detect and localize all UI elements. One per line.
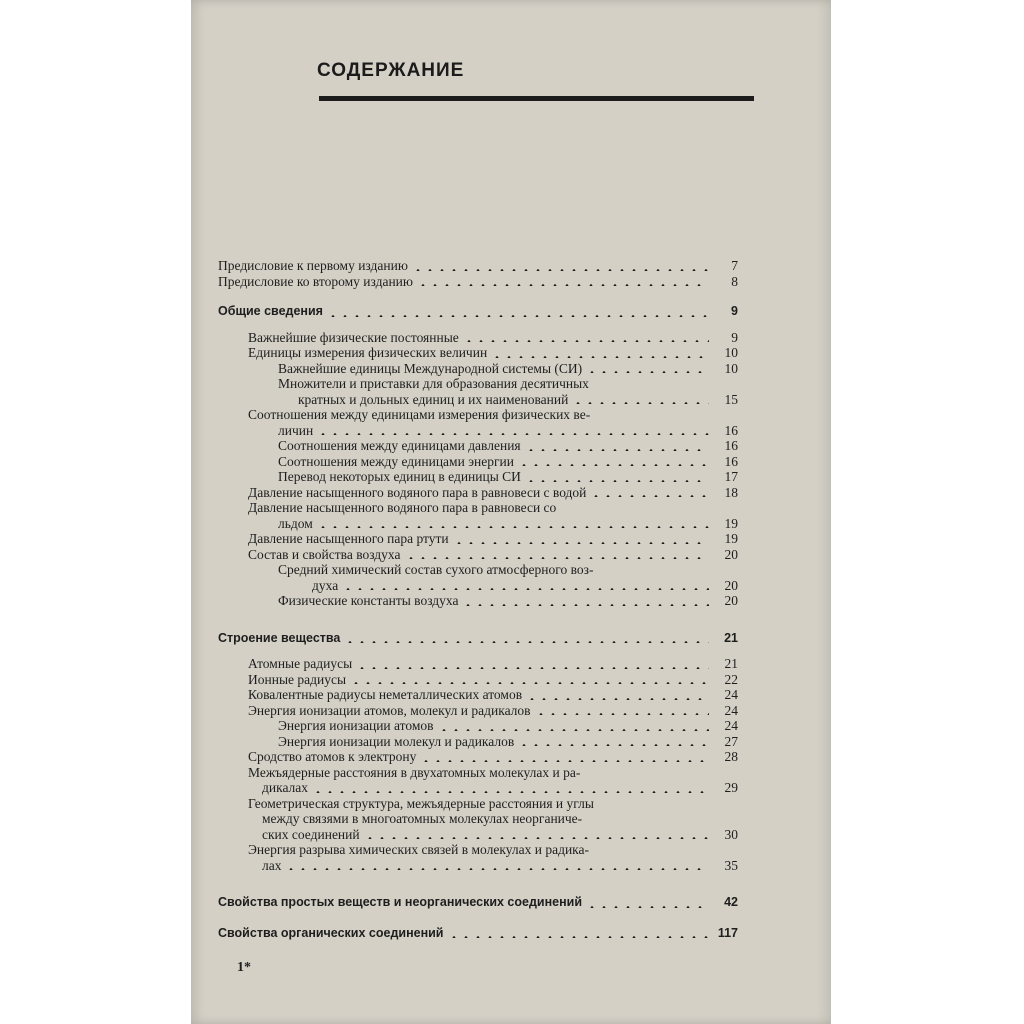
toc-entry-title: Важнейшие физические постоянные [248, 329, 459, 345]
leader-dots [327, 315, 709, 317]
toc-entry [248, 407, 738, 423]
toc-entry [248, 765, 738, 781]
toc-entry-page: 35 [724, 857, 738, 873]
toc-entry-title: дикалах [262, 780, 309, 795]
toc-entry [248, 842, 738, 858]
leader-dots [462, 604, 709, 606]
toc-entry-page: 8 [731, 273, 738, 289]
toc-entry [248, 547, 738, 563]
toc-entry [278, 734, 738, 750]
toc-entry-page: 27 [724, 733, 738, 749]
page-title: СОДЕРЖАНИЕ [317, 60, 465, 81]
toc-entry-title: духа [312, 577, 339, 593]
toc-section [218, 895, 738, 911]
toc-entry-title: Физические константы воздуха [278, 593, 459, 608]
leader-dots [572, 402, 709, 404]
leader-dots [453, 542, 709, 544]
toc-entry-title: Соотношения между единицами измерения физических ве- [248, 407, 591, 422]
toc-entry [248, 345, 738, 361]
toc-entry [278, 454, 738, 470]
leader-dots [525, 449, 709, 451]
leader-dots [412, 269, 709, 271]
leader-dots [417, 284, 709, 286]
toc-entry [218, 258, 738, 274]
toc-entry-continuation [262, 827, 738, 843]
toc-entry-title: Соотношения между единицами давления [278, 438, 521, 453]
toc-entry-page: 30 [724, 826, 738, 842]
toc-section-title: Свойства органических соединений [218, 925, 444, 940]
toc-entry-page: 17 [724, 469, 738, 484]
book-page [191, 0, 831, 1024]
signature-mark: 1* [237, 960, 251, 975]
toc-entry-title: Перевод некоторых единиц в единицы СИ [278, 469, 521, 484]
toc-entry-title: Множители и приставки для образования десятичных [278, 376, 589, 391]
leader-dots [356, 667, 709, 669]
toc-section [218, 631, 738, 647]
toc-entry-page: 16 [724, 438, 738, 453]
toc-entry [248, 531, 738, 547]
leader-dots [535, 713, 709, 715]
leader-dots [586, 371, 709, 373]
toc-entry-page: 42 [724, 895, 738, 909]
toc-entry-title: Межъядерные расстояния в двухатомных молекулах и ра- [248, 764, 581, 780]
toc-entry-title: Важнейшие единицы Международной системы (СИ) [278, 360, 583, 376]
toc-entry [278, 562, 738, 578]
toc-entry-continuation [278, 423, 738, 439]
leader-dots [586, 906, 709, 908]
toc-entry-title: Энергия ионизации атомов [278, 718, 434, 733]
toc-entry-page: 20 [724, 546, 738, 562]
toc-entry-page: 117 [717, 925, 738, 940]
toc-entry [248, 656, 738, 672]
toc-entry-page: 15 [724, 391, 738, 407]
leader-dots [405, 557, 710, 559]
toc-entry-page: 9 [731, 329, 738, 345]
toc-entry-title: Давление насыщенного водяного пара в равновеси со [248, 500, 557, 515]
toc-entry [248, 703, 738, 719]
toc-entry-title: лах [262, 857, 282, 873]
table-of-contents [218, 258, 738, 941]
toc-entry [248, 330, 738, 346]
toc-section-title: Свойства простых веществ и неорганических соединений [218, 895, 583, 909]
toc-entry [248, 500, 738, 516]
leader-dots [317, 433, 709, 435]
leader-dots [364, 837, 709, 839]
toc-entry-continuation [262, 811, 738, 827]
leader-dots [518, 744, 709, 746]
toc-section [218, 926, 738, 942]
toc-entry-page: 24 [724, 702, 738, 718]
toc-entry [218, 274, 738, 290]
toc-entry-title: Давление насыщенного пара ртути [248, 531, 449, 546]
leader-dots [350, 682, 709, 684]
toc-entry-page: 19 [724, 515, 738, 531]
leader-dots [525, 480, 709, 482]
toc-entry-title: кратных и дольных единиц и их наименований [298, 391, 569, 407]
leader-dots [344, 641, 709, 643]
toc-entry-page: 18 [724, 484, 738, 500]
toc-entry [278, 361, 738, 377]
leader-dots [590, 495, 709, 497]
toc-entry-page: 10 [724, 345, 738, 360]
toc-entry-title: Соотношения между единицами энергии [278, 453, 514, 469]
toc-entry-title: Средний химический состав сухого атмосферного воз- [278, 562, 594, 577]
toc-entry-page: 24 [724, 718, 738, 733]
toc-entry-page: 20 [724, 593, 738, 608]
toc-entry-title: Предисловие ко второму изданию [218, 273, 413, 289]
toc-entry-title: Предисловие к первому изданию [218, 258, 408, 273]
toc-entry-page: 22 [724, 671, 738, 687]
toc-entry-page: 10 [724, 360, 738, 376]
toc-entry [248, 687, 738, 703]
toc-entry-continuation [262, 858, 738, 874]
toc-entry-continuation [262, 780, 738, 796]
toc-entry [248, 672, 738, 688]
leader-dots [463, 340, 709, 342]
leader-dots [491, 356, 709, 358]
toc-entry-title: Энергия разрыва химических связей в молекулах и радика- [248, 842, 590, 857]
toc-entry-title: Ковалентные радиусы неметаллических атомов [248, 687, 523, 702]
toc-entry-title: Энергия ионизации молекул и радикалов [278, 733, 515, 749]
toc-entry-page: 24 [724, 687, 738, 702]
toc-entry-page: 16 [724, 453, 738, 469]
toc-entry-title: Энергия ионизации атомов, молекул и радикалов [248, 702, 531, 718]
toc-entry-title: Ионные радиусы [248, 671, 347, 687]
toc-entry [248, 796, 738, 812]
toc-entry-page: 20 [724, 577, 738, 593]
toc-entry-title: льдом [278, 515, 313, 531]
toc-entry-page: 21 [724, 630, 738, 645]
leader-dots [448, 936, 710, 938]
toc-entry-page: 7 [731, 258, 738, 273]
title-underline [319, 96, 754, 101]
toc-entry-page: 29 [724, 780, 738, 795]
toc-entry-page: 28 [724, 749, 738, 764]
toc-entry [278, 376, 738, 392]
leader-dots [342, 588, 709, 590]
toc-entry [278, 593, 738, 609]
toc-entry-continuation [298, 392, 738, 408]
leader-dots [312, 791, 709, 793]
toc-entry [278, 438, 738, 454]
leader-dots [518, 464, 709, 466]
toc-entry-title: Атомные радиусы [248, 656, 353, 671]
leader-dots [438, 729, 709, 731]
toc-entry-title: личин [278, 422, 314, 438]
toc-entry-title: Давление насыщенного водяного пара в равновеси с водой [248, 484, 587, 500]
toc-entry-title: ских соединений [262, 826, 360, 842]
toc-entry-page: 9 [731, 304, 738, 318]
toc-section-title: Строение вещества [218, 630, 341, 645]
toc-entry-continuation [312, 578, 738, 594]
leader-dots [285, 868, 709, 870]
toc-section-title: Общие сведения [218, 304, 323, 318]
toc-entry-title: Единицы измерения физических величин [248, 345, 488, 360]
toc-entry-title: между связями в многоатомных молекулах неорганиче- [262, 811, 583, 826]
toc-entry-title: Состав и свойства воздуха [248, 546, 401, 562]
toc-entry-title: Геометрическая структура, межъядерные расстояния и углы [248, 795, 594, 811]
toc-entry [278, 469, 738, 485]
toc-entry-continuation [278, 516, 738, 532]
leader-dots [317, 526, 709, 528]
leader-dots [526, 698, 709, 700]
leader-dots [420, 760, 709, 762]
toc-entry-page: 16 [724, 422, 738, 438]
toc-entry [278, 718, 738, 734]
toc-entry-title: Сродство атомов к электрону [248, 749, 417, 764]
toc-section [218, 304, 738, 320]
toc-entry [248, 485, 738, 501]
toc-entry-page: 21 [724, 656, 738, 671]
toc-entry-page: 19 [724, 531, 738, 546]
toc-entry [248, 749, 738, 765]
